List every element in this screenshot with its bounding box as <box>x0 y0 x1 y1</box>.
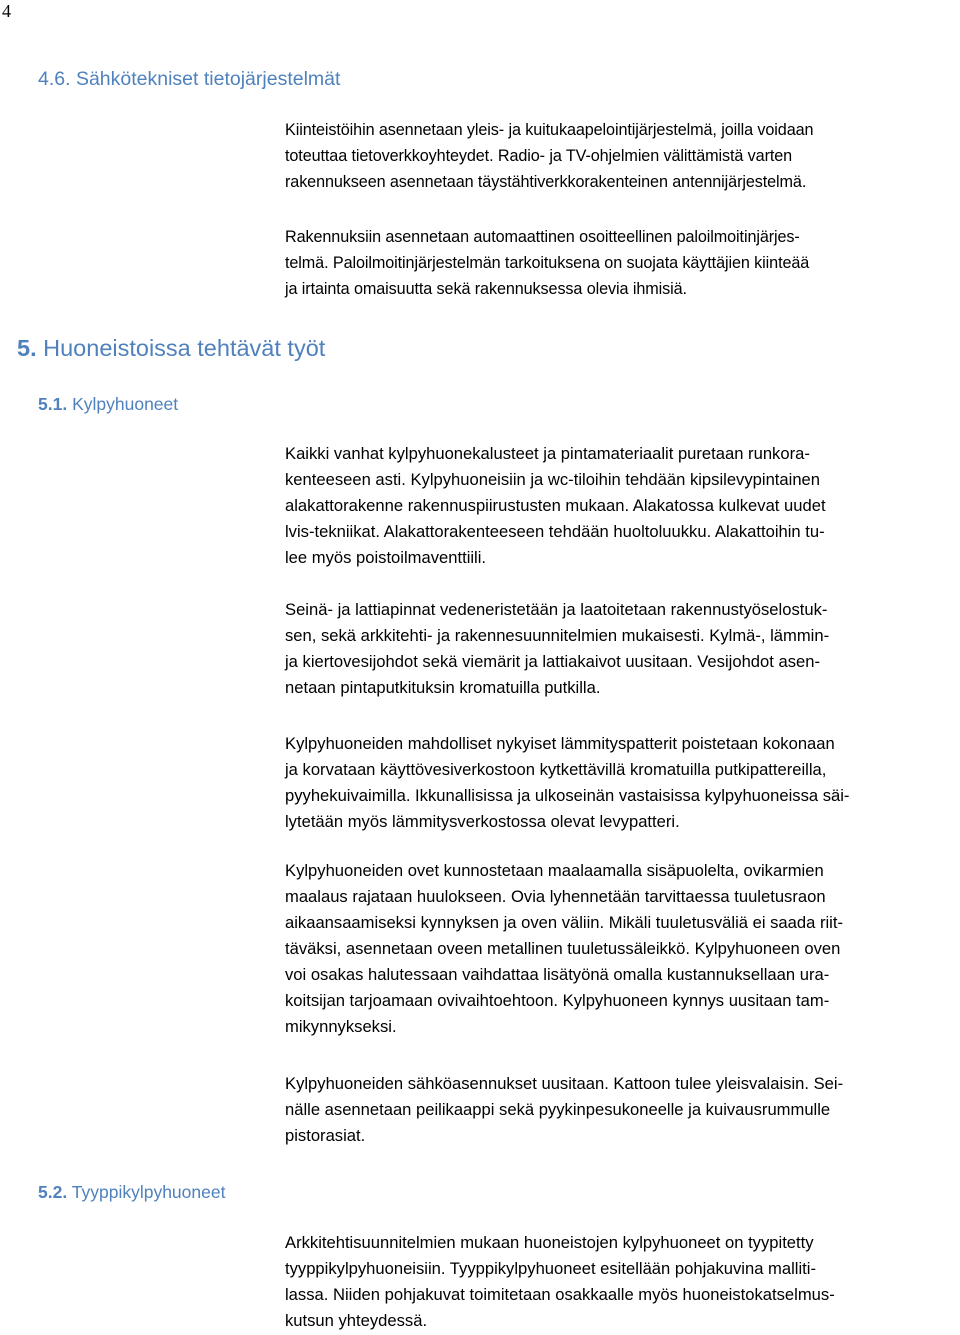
section-title: Kylpyhuoneet <box>72 394 179 414</box>
text-line: Rakennuksiin asennetaan automaattinen osoitteellinen paloilmoitinjärjes- <box>285 228 800 246</box>
text-line: ja irtainta omaisuutta sekä rakennuksessa olevia ihmisiä. <box>285 280 687 298</box>
text-line: Kiinteistöihin asennetaan yleis- ja kuitukaapelointijärjestelmä, joilla voidaan <box>285 121 814 139</box>
text-line: telmä. Paloilmoitinjärjestelmän tarkoituksena on suojata käyttäjien kiinteää <box>285 254 810 272</box>
paragraph-doors <box>285 858 960 1040</box>
section-number: 5. <box>17 335 37 361</box>
text-line: lytetään myös lämmitysverkostossa olevat levypatteri. <box>285 812 680 831</box>
paragraph-electrical <box>285 1071 960 1149</box>
text-line: mikynnykseksi. <box>285 1017 397 1036</box>
paragraph-demolition <box>285 441 960 571</box>
section-heading-5-1 <box>38 393 178 415</box>
text-line: täväksi, asennetaan oveen metallinen tuuletussäleikkö. Kylpyhuoneen oven <box>285 939 841 958</box>
text-line: alakattorakenne rakennuspiirustusten mukaan. Alakatossa kulkevat uudet <box>285 496 826 515</box>
text-line: Arkkitehtisuunnitelmien mukaan huoneistojen kylpyhuoneet on tyypitetty <box>285 1233 814 1252</box>
text-line: voi osakas halutessaan vaihdattaa lisätyönä omalla kustannuksellaan ura- <box>285 965 830 984</box>
text-line: ja kiertovesijohdot sekä viemärit ja lattiakaivot uusitaan. Vesijohdot asen- <box>285 652 820 671</box>
text-line: toteuttaa tietoverkkoyhteydet. Radio- ja TV-ohjelmien välittämistä varten <box>285 147 793 165</box>
paragraph-fire-alarm <box>285 224 960 302</box>
section-heading-5-2 <box>38 1181 225 1203</box>
paragraph-waterproofing <box>285 597 960 701</box>
text-line: pistorasiat. <box>285 1126 366 1145</box>
text-line: pyyhekuivaimilla. Ikkunallisissa ja ulkoseinän vastaisissa kylpyhuoneissa säi- <box>285 786 850 805</box>
text-line: ja korvataan käyttövesiverkostoon kytkettävillä kromatuilla putkipattereilla, <box>285 760 827 779</box>
text-line: kutsun yhteydessä. <box>285 1311 428 1330</box>
section-number: 5.2. <box>38 1182 68 1202</box>
text-line: lassa. Niiden pohjakuvat toimitetaan osakkaalle myös huoneistokatselmus- <box>285 1285 835 1304</box>
text-line: lee myös poistoilmaventtiili. <box>285 548 487 567</box>
text-line: Seinä- ja lattiapinnat vedeneristetään ja laatoitetaan rakennustyöselostuk- <box>285 600 828 619</box>
section-heading-4-6 <box>38 66 340 92</box>
text-line: Kylpyhuoneiden ovet kunnostetaan maalaamalla sisäpuolelta, ovikarmien <box>285 861 824 880</box>
text-line: Kylpyhuoneiden sähköasennukset uusitaan. Kattoon tulee yleisvalaisin. Sei- <box>285 1074 844 1093</box>
section-title: Sähkötekniset tietojärjestelmät <box>75 68 341 90</box>
section-title: Huoneistoissa tehtävät työt <box>43 335 326 361</box>
paragraph-network-systems <box>285 117 960 195</box>
text-line: tyyppikylpyhuoneisiin. Tyyppikylpyhuoneet esitellään pohjakuvina malliti- <box>285 1259 816 1278</box>
paragraph-type-bathrooms <box>285 1230 960 1334</box>
text-line: Kaikki vanhat kylpyhuonekalusteet ja pintamateriaalit puretaan runkora- <box>285 444 810 463</box>
text-line: aikaansaamiseksi kynnyksen ja oven väliin. Mikäli tuuletusväliä ei saada riit- <box>285 913 843 932</box>
section-heading-5 <box>17 333 325 363</box>
text-line: koitsijan tarjoamaan ovivaihtoehtoon. Kylpyhuoneen kynnys uusitaan tam- <box>285 991 830 1010</box>
section-number: 5.1. <box>38 394 68 414</box>
text-line: rakennukseen asennetaan täystähtiverkkorakenteinen antennijärjestelmä. <box>285 173 807 191</box>
text-line: nälle asennetaan peilikaappi sekä pyykinpesukoneelle ja kuivausrummulle <box>285 1100 831 1119</box>
text-line: kenteeseen asti. Kylpyhuoneisiin ja wc-tiloihin tehdään kipsilevypintainen <box>285 470 821 489</box>
section-number: 4.6. <box>38 68 71 90</box>
text-line: Kylpyhuoneiden mahdolliset nykyiset lämmityspatterit poistetaan kokonaan <box>285 734 835 753</box>
text-line: sen, sekä arkkitehti- ja rakennesuunnitelmien mukaisesti. Kylmä-, lämmin- <box>285 626 830 645</box>
paragraph-radiators <box>285 731 960 835</box>
page-number: 4 <box>2 1 11 21</box>
text-line: maalaus rajataan huulokseen. Ovia lyhennetään tarvittaessa tuuletusraon <box>285 887 826 906</box>
section-title: Tyyppikylpyhuoneet <box>71 1182 226 1202</box>
text-line: lvis-tekniikat. Alakattorakenteeseen tehdään huoltoluukku. Alakattoihin tu- <box>285 522 825 541</box>
text-line: netaan pintaputkituksin kromatuilla putkilla. <box>285 678 601 697</box>
